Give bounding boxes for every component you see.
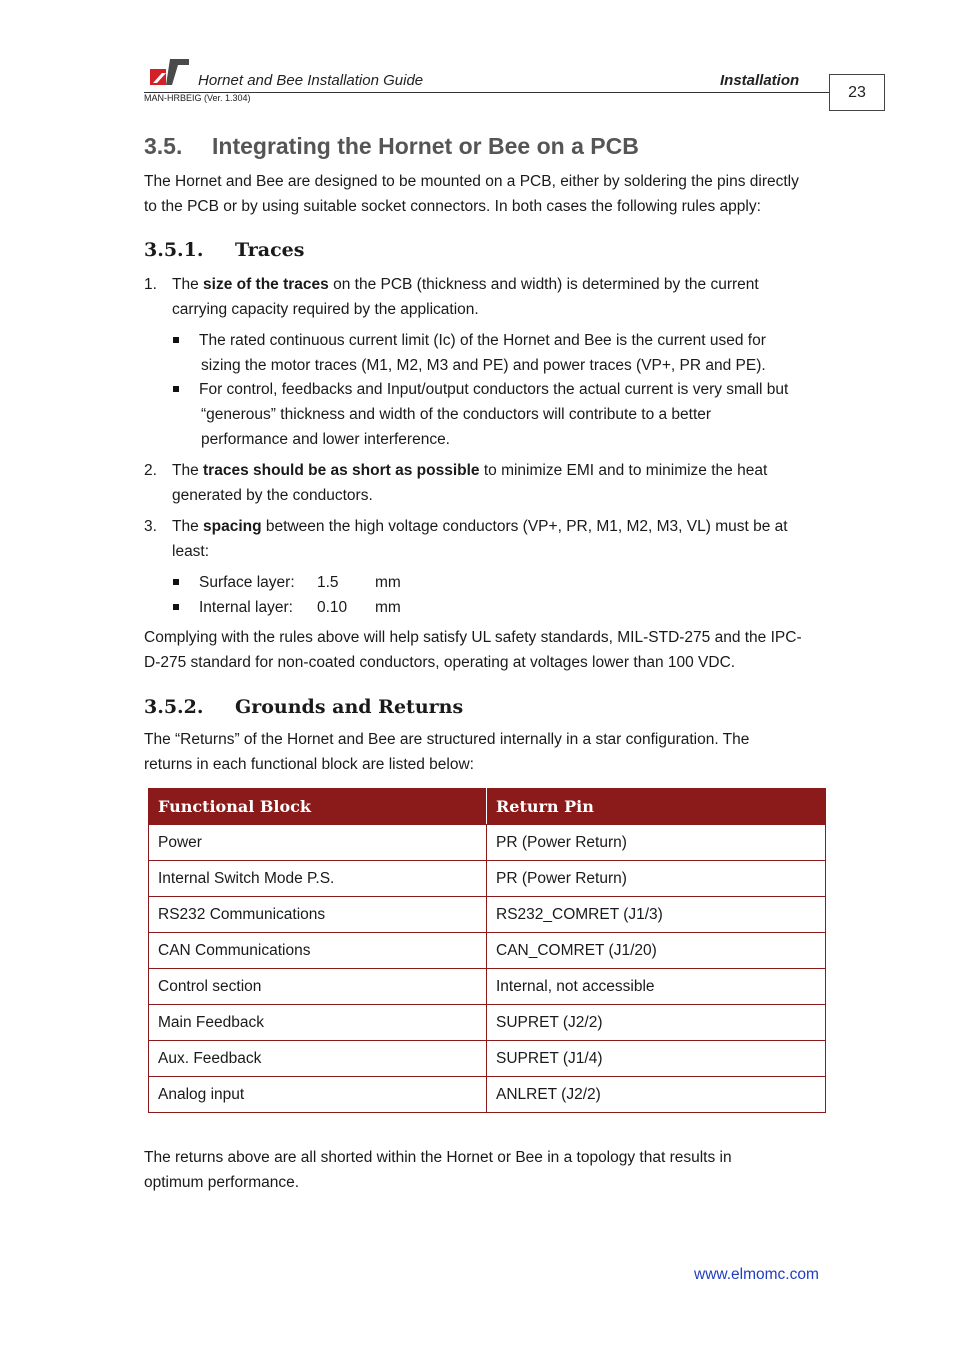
list-number: 2. xyxy=(144,462,157,479)
table-cell: Main Feedback xyxy=(149,1005,487,1041)
table-row xyxy=(149,933,826,969)
spacing-layer: Surface layer: xyxy=(199,574,295,591)
table-cell: Analog input xyxy=(149,1077,487,1113)
subsection-title: Grounds and Returns xyxy=(235,696,464,718)
list-item: The spacing between the high voltage conductors (VP+, PR, M1, M2, M3, VL) must be at least: xyxy=(172,518,788,560)
table-cell: PR (Power Return) xyxy=(487,825,826,861)
column-header: Return Pin xyxy=(487,789,826,825)
traces-summary: Complying with the rules above will help satisfy UL safety standards, MIL-STD-275 and the IPC- D-275 standard for non-coated conductors, operating at voltages lower than 100 VDC. xyxy=(144,629,802,671)
subsection-number: 3.5.2. xyxy=(144,696,204,718)
grounds-closing: The returns above are all shorted within the Hornet or Bee in a topology that results in optimum performance. xyxy=(144,1149,732,1191)
bullet-item: For control, feedbacks and Input/output conductors the actual current is very small but “generous” thickness and width of the conductors will contribute to a better performance and lower interference. xyxy=(199,381,789,448)
table-header-row xyxy=(149,789,826,825)
table-row xyxy=(149,1041,826,1077)
intro-line: to the PCB or by using suitable socket connectors. In both cases the following rules apply: xyxy=(144,198,761,215)
header-section-name: Installation xyxy=(720,72,800,89)
subsection-title: Traces xyxy=(235,239,305,261)
grounds-heading xyxy=(144,696,463,718)
elmo-logo xyxy=(148,57,190,87)
bullet-item: The rated continuous current limit (Ic) of the Hornet and Bee is the current used for sizing the motor traces (M1, M2, M3 and PE) and power traces (VP+, PR and PE). xyxy=(199,332,766,374)
table-cell: Internal Switch Mode P.S. xyxy=(149,861,487,897)
page-number: 23 xyxy=(829,74,885,111)
table-cell: SUPRET (J2/2) xyxy=(487,1005,826,1041)
intro-line: The Hornet and Bee are designed to be mounted on a PCB, either by soldering the pins directly xyxy=(144,173,799,190)
list-number: 1. xyxy=(144,276,157,293)
table-cell: PR (Power Return) xyxy=(487,861,826,897)
guide-title: Hornet and Bee Installation Guide xyxy=(198,72,424,89)
table-row xyxy=(149,1077,826,1113)
spacing-unit: mm xyxy=(375,599,401,616)
list-number: 3. xyxy=(144,518,157,535)
list-item: The traces should be as short as possible to minimize EMI and to minimize the heat generated by the conductors. xyxy=(172,462,768,504)
document-id: MAN-HRBEIG (Ver. 1.304) xyxy=(144,93,251,103)
table-cell: RS232 Communications xyxy=(149,897,487,933)
table-cell: CAN_COMRET (J1/20) xyxy=(487,933,826,969)
table-cell: RS232_COMRET (J1/3) xyxy=(487,897,826,933)
website-link[interactable]: www.elmomc.com xyxy=(694,1266,819,1283)
subsection-number: 3.5.1. xyxy=(144,239,204,261)
bullet-icon xyxy=(173,579,179,585)
section-number: 3.5. xyxy=(144,133,183,159)
section-title: Integrating the Hornet or Bee on a PCB xyxy=(212,133,639,159)
table-cell: Internal, not accessible xyxy=(487,969,826,1005)
table-row xyxy=(149,825,826,861)
emphasis-text: traces should be as short as possible xyxy=(203,462,480,479)
bullet-icon xyxy=(173,386,179,392)
table-row xyxy=(149,861,826,897)
column-header: Functional Block xyxy=(149,789,487,825)
table-cell: CAN Communications xyxy=(149,933,487,969)
emphasis-text: size of the traces xyxy=(203,276,329,293)
traces-heading xyxy=(144,239,304,261)
table-row xyxy=(149,897,826,933)
bullet-icon xyxy=(173,604,179,610)
spacing-value: 0.10 xyxy=(317,599,348,616)
bullet-icon xyxy=(173,337,179,343)
spacing-value: 1.5 xyxy=(317,574,339,591)
table-cell: Control section xyxy=(149,969,487,1005)
table-cell: Aux. Feedback xyxy=(149,1041,487,1077)
emphasis-text: spacing xyxy=(203,518,262,535)
section-heading xyxy=(144,133,639,160)
table-row xyxy=(149,969,826,1005)
table-row xyxy=(149,1005,826,1041)
list-item: The size of the traces on the PCB (thickness and width) is determined by the current carrying capacity required by the application. xyxy=(172,276,759,318)
section-intro xyxy=(144,169,834,219)
table-cell: Power xyxy=(149,825,487,861)
grounds-intro: The “Returns” of the Hornet and Bee are structured internally in a star configuration. The returns in each functional block are listed below: xyxy=(144,731,750,773)
spacing-unit: mm xyxy=(375,574,401,591)
spacing-layer: Internal layer: xyxy=(199,599,293,616)
table-cell: ANLRET (J2/2) xyxy=(487,1077,826,1113)
returns-table xyxy=(148,788,826,1113)
table-cell: SUPRET (J1/4) xyxy=(487,1041,826,1077)
